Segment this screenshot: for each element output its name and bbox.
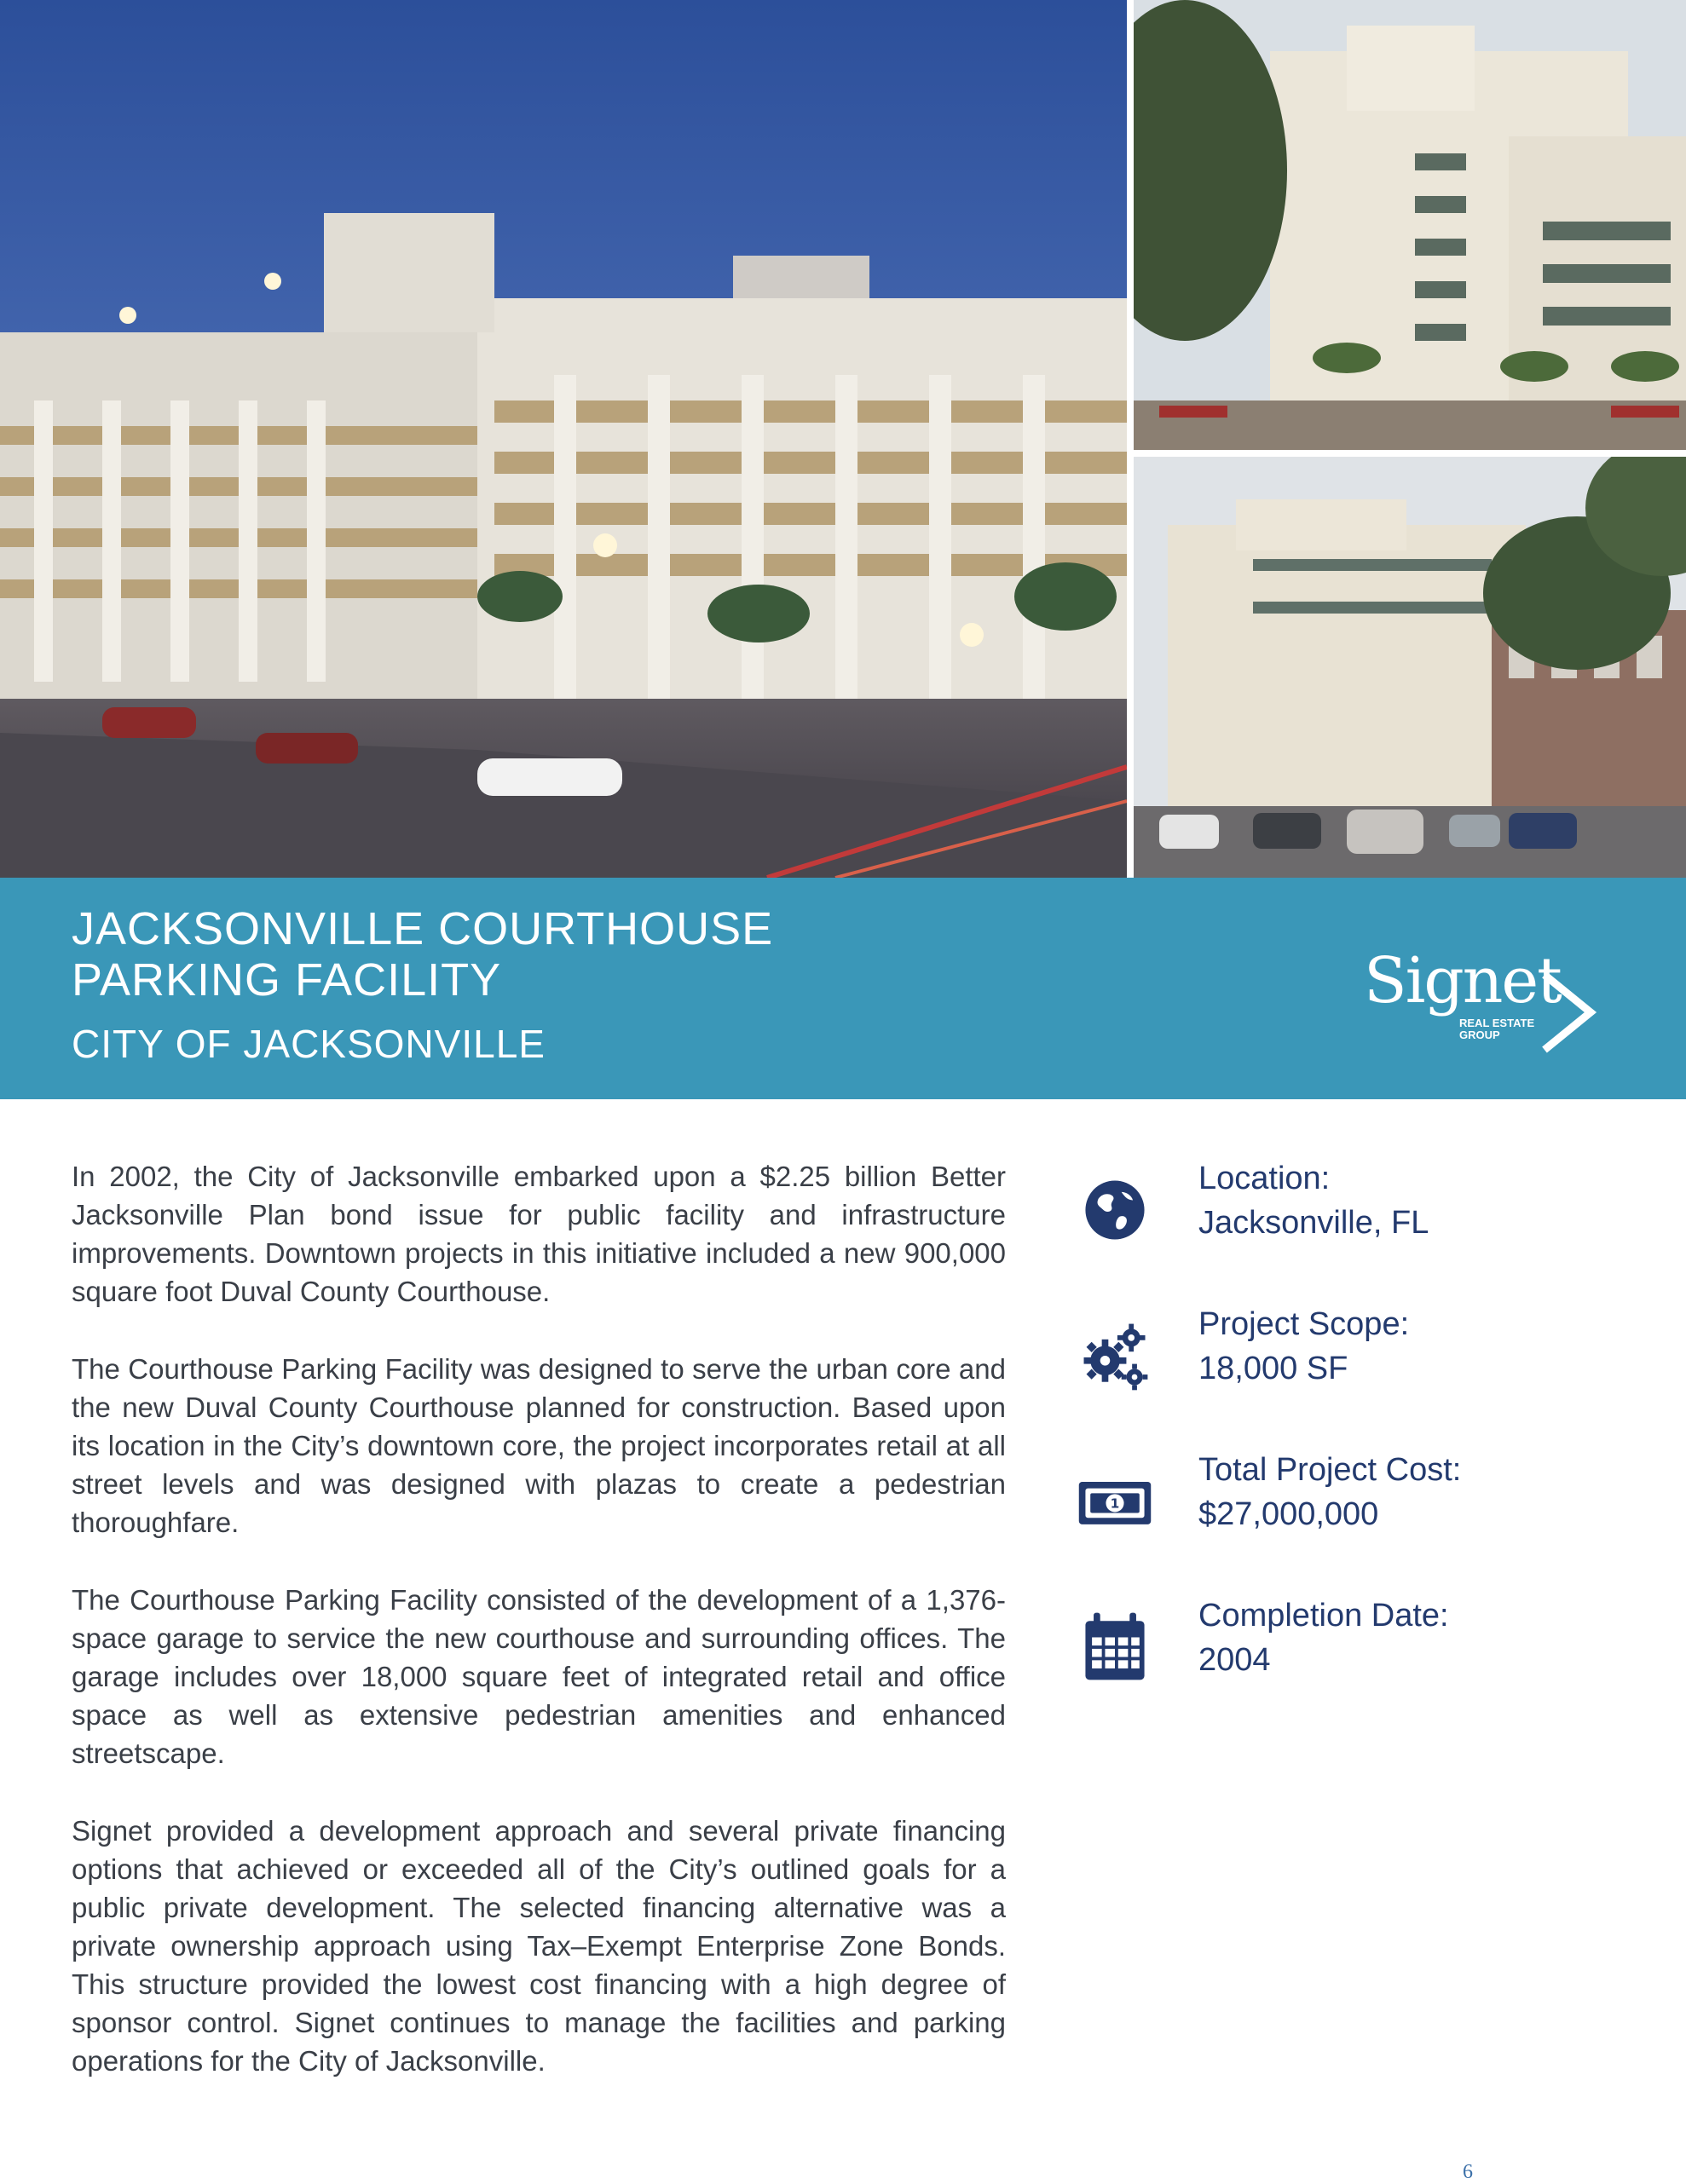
signet-logo [1360, 944, 1616, 1055]
svg-text:1: 1 [1110, 1495, 1120, 1512]
project-facts [1074, 1157, 1671, 1740]
paragraph-1: In 2002, the City of Jacksonville embarked upon a $2.25 billion Better Jacksonville Plan bond issue for public facility and infrastructure improvements. Downtown projects in this initiative included a new 900,000 square foot Duval County Courthouse. [72, 1161, 1006, 1307]
calendar-icon [1074, 1606, 1156, 1688]
globe-icon [1074, 1169, 1156, 1251]
garage-street-view-photo [1134, 457, 1686, 878]
logo-tagline-line-1: REAL ESTATE [1459, 1017, 1535, 1029]
fact-scope [1074, 1303, 1671, 1449]
paragraph-2: The Courthouse Parking Facility was designed to serve the urban core and the new Duval County Courthouse planned for construction. Based upon its location in the City’s downtown core, the project incorporates retail at all street levels and was designed with plazas to create a pedestrian thoroughfare. [72, 1353, 1006, 1538]
fact-scope-value: 18,000 SF [1198, 1351, 1348, 1386]
page-number: 6 [1463, 2161, 1473, 2183]
photo-collage [0, 0, 1686, 878]
fact-location-label: Location: [1198, 1161, 1331, 1196]
parking-garage-dusk-photo [0, 0, 1127, 878]
description-column [72, 1157, 1006, 2119]
gears-icon [1074, 1315, 1156, 1397]
fact-scope-label: Project Scope: [1198, 1306, 1410, 1342]
title-banner [0, 878, 1686, 1099]
paragraph-3: The Courthouse Parking Facility consisted of the development of a 1,376-space garage to service the new courthouse and surrounding offices. The garage includes over 18,000 square feet of integrated retail and office space as well as extensive pedestrian amenities and enhanced streetscape. [72, 1584, 1006, 1769]
paragraph-4: Signet provided a development approach and several private financing options that achieved or exceeded all of the City’s outlined goals for a public private development. The selected financing alternative was a private ownership approach using Tax–Exempt Enterprise Zone Bonds. This structure provided the lowest cost financing with a high degree of sponsor control. Signet continues to manage the facilities and parking operations for the City of Jacksonville. [72, 1815, 1006, 2077]
fact-location-value: Jacksonville, FL [1198, 1205, 1429, 1241]
fact-location [1074, 1157, 1671, 1303]
fact-completion-label: Completion Date: [1198, 1598, 1449, 1634]
logo-wordmark: Signet [1364, 944, 1561, 1017]
fact-cost-label: Total Project Cost: [1198, 1452, 1462, 1488]
logo-tagline-line-2: GROUP [1459, 1029, 1500, 1041]
fact-cost [1074, 1449, 1671, 1594]
page-subtitle: CITY OF JACKSONVILLE [72, 1022, 546, 1066]
fact-completion-value: 2004 [1198, 1642, 1271, 1678]
page-title [72, 903, 1180, 1006]
dollar-bill-icon [1074, 1461, 1156, 1542]
parking-garage-day-photo [1134, 0, 1686, 450]
title-line-1: JACKSONVILLE COURTHOUSE [72, 903, 774, 954]
fact-cost-value: $27,000,000 [1198, 1496, 1379, 1532]
logo-chevron-icon [1539, 970, 1599, 1055]
fact-completion [1074, 1594, 1671, 1740]
title-line-2: PARKING FACILITY [72, 954, 502, 1006]
